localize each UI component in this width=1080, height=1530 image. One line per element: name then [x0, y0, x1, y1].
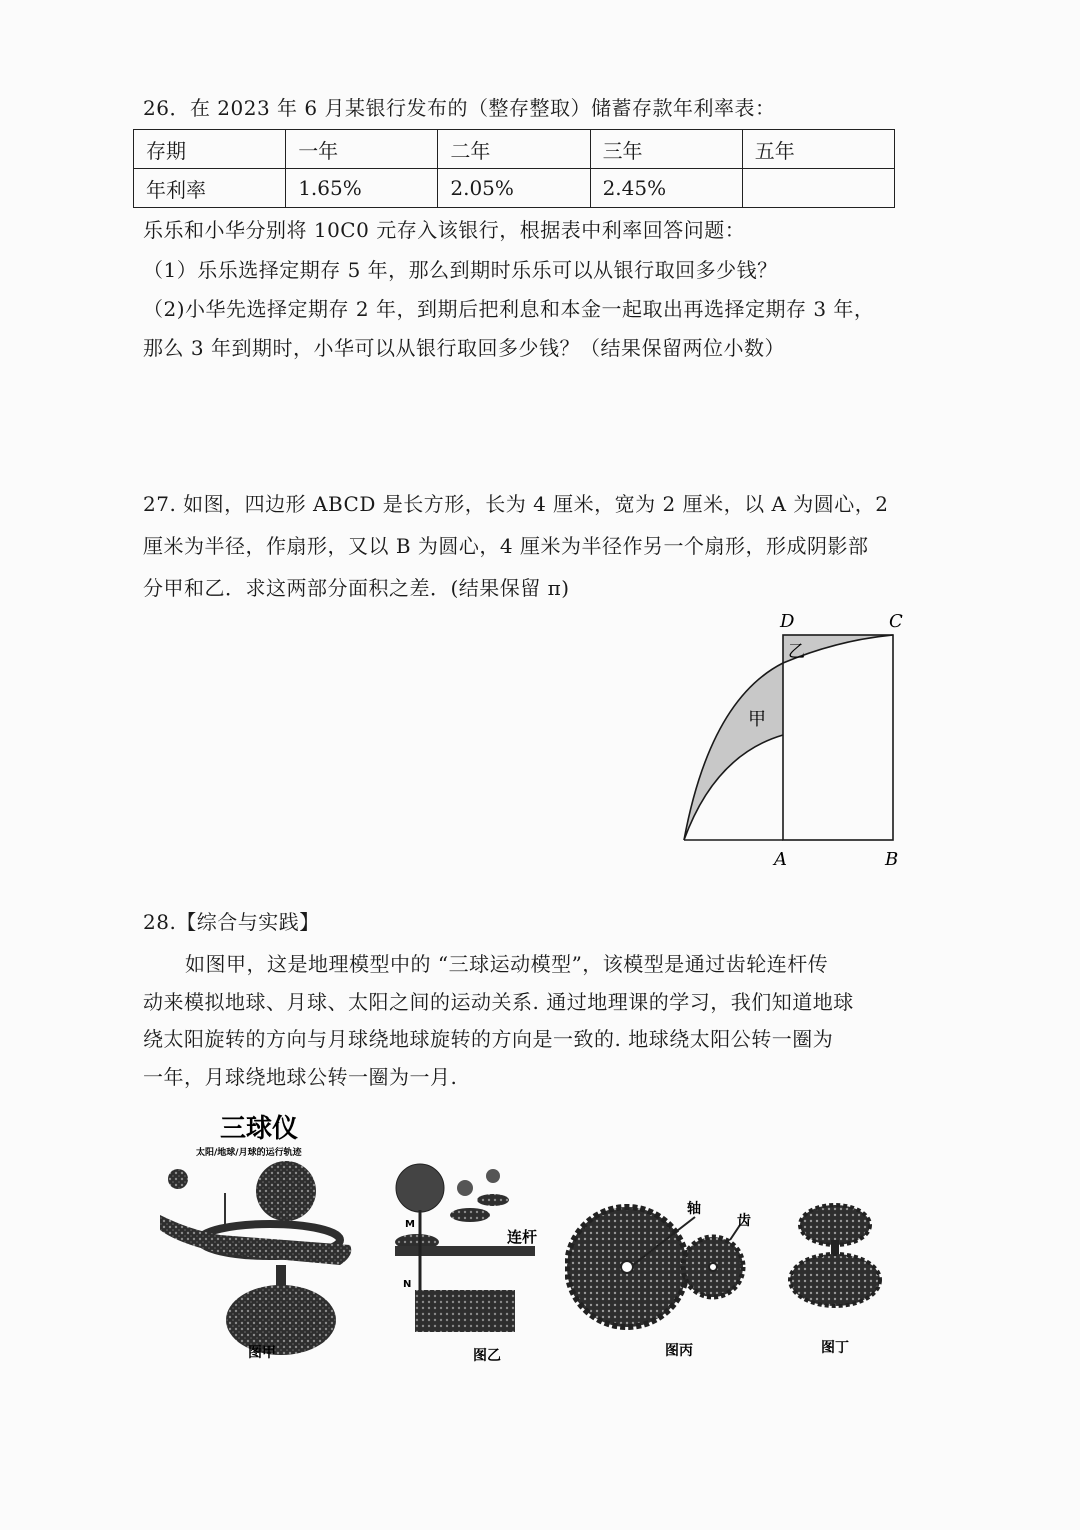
q26-part2-line1: （2)小华先选择定期存 2 年，到期后把利息和本金一起取出再选择定期存 3 年，: [143, 297, 875, 321]
table-cell: 一年: [286, 130, 438, 169]
label-d: D: [780, 611, 795, 632]
linkage-model-image: [385, 1150, 555, 1365]
bing-caption: 图丙: [665, 1343, 693, 1359]
q27-line1: 27. 如图，四边形 ABCD 是长方形，长为 4 厘米，宽为 2 厘米，以 A 为圆心，2: [143, 492, 889, 516]
top-gear: [800, 1205, 870, 1245]
mid-ball: [457, 1180, 473, 1196]
table-cell: 年利率: [134, 169, 286, 208]
table-row: [134, 169, 895, 208]
small-ball: [168, 1169, 188, 1189]
small-gear-hub: [709, 1263, 717, 1271]
pedestal: [415, 1290, 515, 1332]
q28-paragraph-line1: 如图甲，这是地理模型中的 “三球运动模型”，该模型是通过齿轮连杆传: [185, 952, 829, 976]
table-row: [134, 130, 895, 169]
large-ball: [396, 1164, 444, 1212]
q28-paragraph-line2: 动来模拟地球、月球、太阳之间的运动关系. 通过地理课的学习，我们知道地球: [143, 990, 854, 1014]
rectangle-sector-figure: [670, 605, 920, 875]
q26-part1: （1）乐乐选择定期存 5 年，那么到期时乐乐可以从银行取回多少钱？: [143, 258, 778, 282]
label-tooth: 齿: [737, 1213, 751, 1229]
large-arc: [684, 635, 893, 840]
table-cell: 2.05%: [438, 169, 590, 208]
label-n: N: [403, 1279, 412, 1290]
label-m: M: [405, 1219, 415, 1230]
label-yi: 乙: [788, 642, 805, 662]
table-cell: 存期: [134, 130, 286, 169]
shaded-region-jia: [684, 663, 783, 840]
three-sphere-model-image: [150, 1105, 370, 1360]
label-c: C: [889, 611, 903, 632]
table-cell: 1.65%: [286, 169, 438, 208]
q26-title: 26．在 2023 年 6 月某银行发布的（整存整取）储蓄存款年利率表：: [143, 96, 776, 120]
base: [226, 1285, 336, 1355]
table-cell: 2.45%: [590, 169, 742, 208]
label-rod: 连杆: [507, 1228, 538, 1246]
label-b: B: [885, 849, 899, 870]
q26-part2-line2: 那么 3 年到期时，小华可以从银行取回多少钱？（结果保留两位小数）: [143, 336, 785, 360]
gear-pair-image: [565, 1195, 765, 1360]
q28-paragraph-line4: 一年，月球绕地球公转一圈为一月.: [143, 1065, 458, 1089]
yi-caption: 图乙: [473, 1348, 501, 1364]
table-cell: 二年: [438, 130, 590, 169]
jia-subtitle: 太阳/地球/月球的运行轨迹: [196, 1148, 302, 1158]
q28-title: 28.【综合与实践】: [143, 910, 320, 934]
table-cell: 三年: [590, 130, 742, 169]
gear-b: [477, 1194, 509, 1206]
large-gear-hub: [621, 1261, 633, 1273]
table-cell: [742, 169, 894, 208]
linkage-bar: [395, 1246, 535, 1256]
label-axle: 轴: [687, 1201, 701, 1217]
q28-paragraph-line3: 绕太阳旋转的方向与月球绕地球旋转的方向是一致的. 地球绕太阳公转一圈为: [143, 1027, 834, 1051]
q27-line3: 分甲和乙．求这两部分面积之差．(结果保留 π): [143, 576, 570, 600]
jia-caption: 图甲: [248, 1345, 276, 1360]
label-a: A: [774, 849, 787, 870]
rectangle-abcd: [783, 635, 893, 840]
ding-caption: 图丁: [821, 1340, 849, 1356]
q27-line2: 厘米为半径，作扇形，又以 B 为圆心，4 厘米为半径作另一个扇形，形成阴影部: [143, 534, 869, 558]
tiny-ball: [486, 1169, 500, 1183]
bottom-gear: [790, 1254, 880, 1306]
interest-rate-table: [133, 129, 895, 208]
sun-ball: [256, 1161, 316, 1221]
jia-title: 三球仪: [220, 1114, 299, 1144]
gear-a: [450, 1208, 490, 1222]
stacked-gears-image: [785, 1195, 885, 1360]
table-cell: 五年: [742, 130, 894, 169]
q26-intro: 乐乐和小华分别将 10C0 元存入该银行，根据表中利率回答问题：: [143, 218, 746, 242]
label-jia: 甲: [748, 709, 766, 730]
